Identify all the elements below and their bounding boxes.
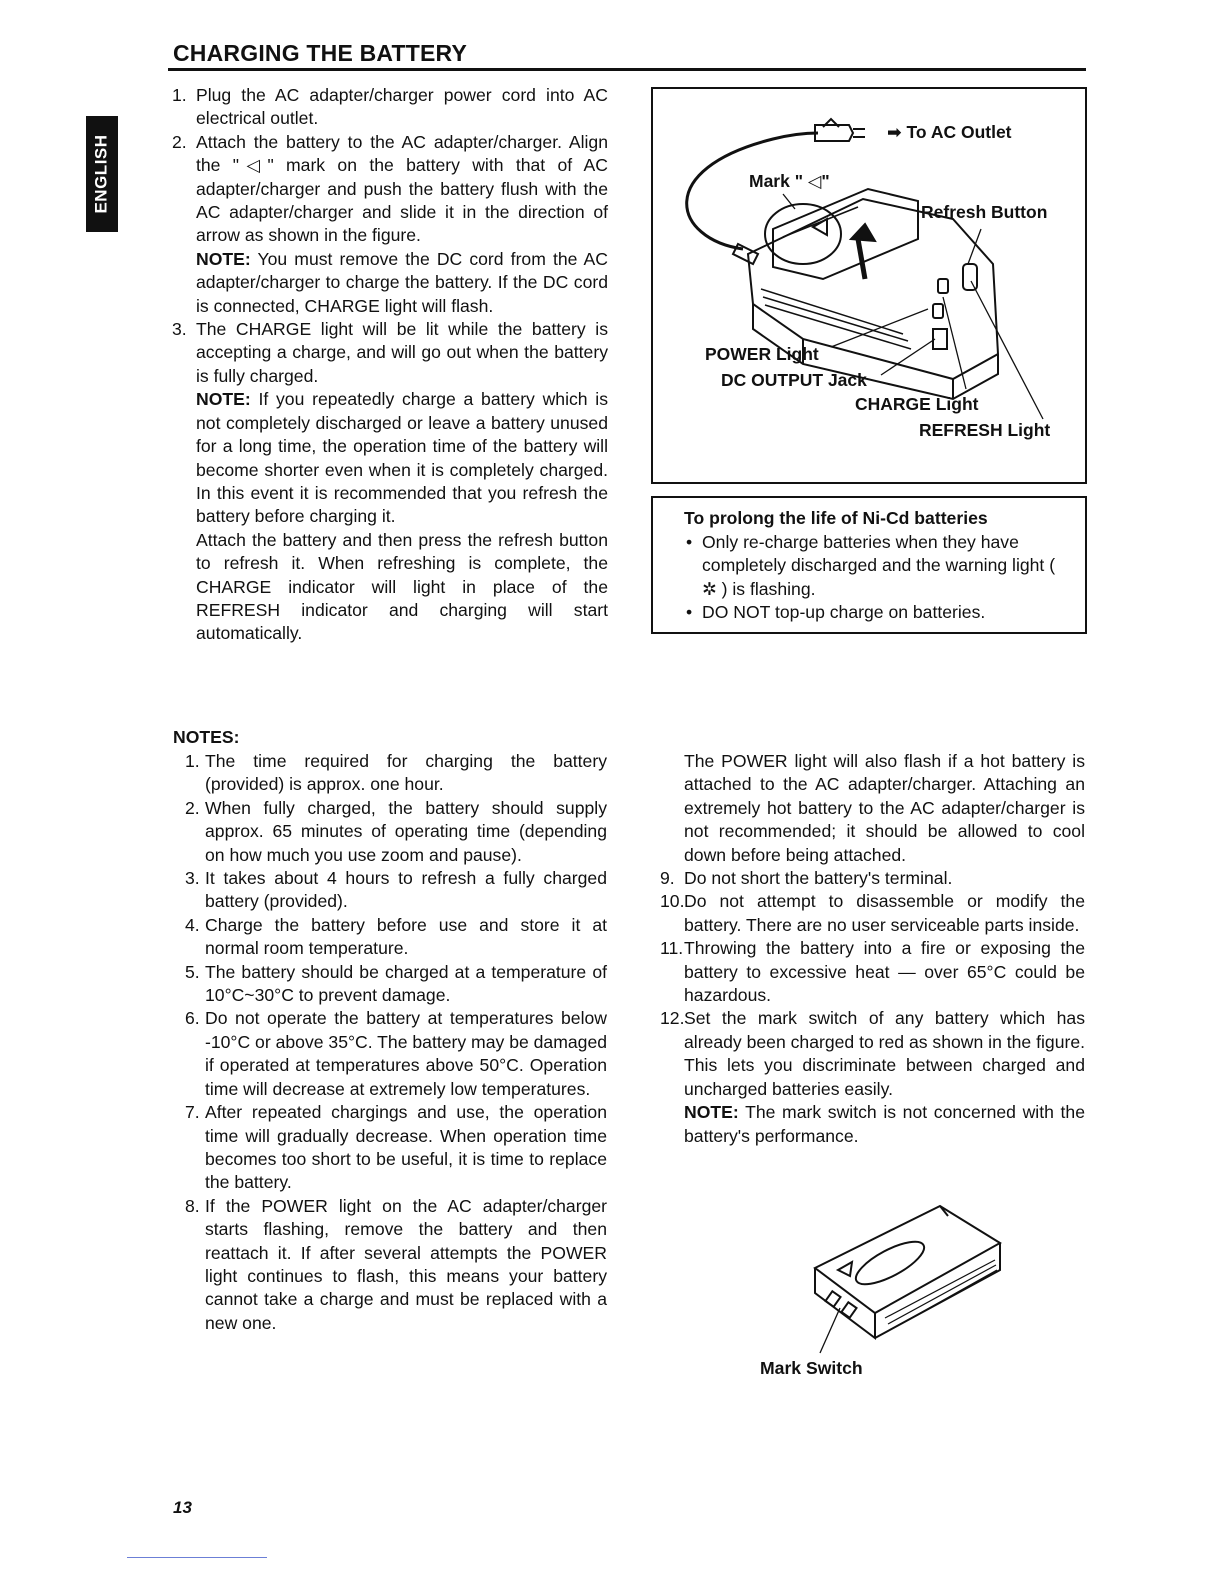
note-text: If the POWER light on the AC adapter/charger starts flashing, remove the battery and then reattach it. If after several attempts the POWER light continues to flash, this means your battery cannot take a charge and must be replaced with a new one. [205, 1195, 607, 1333]
note-text: After repeated chargings and use, the operation time will gradually decrease. When operation time becomes too short to be useful, it is time to replace the battery. [205, 1102, 607, 1193]
tip-list [684, 531, 1069, 625]
bottom-rule [127, 1557, 267, 1558]
note-item [185, 750, 607, 797]
note-item [185, 914, 607, 961]
to-ac-outlet-label: ➡ To AC Outlet [887, 122, 1012, 142]
note-label: NOTE: [684, 1102, 739, 1123]
note-item [660, 867, 1085, 890]
note-label: NOTE: [196, 248, 251, 269]
note-text: Do not short the battery's terminal. [684, 868, 953, 889]
note-text: The battery should be charged at a temperature of 10°C~30°C to prevent damage. [205, 961, 607, 1006]
tip-item [684, 601, 1069, 624]
note-item [185, 797, 607, 867]
note-text: The mark switch is not concerned with the battery's performance. [684, 1102, 1085, 1146]
note-item [185, 961, 607, 1008]
note-text: If you repeatedly charge a battery which is not completely discharged or leave a battery unused for a long time, the operation time of the battery will become shorter even when it is completely charged. In this event it is recommended that you refresh the battery before charging it. [196, 389, 609, 527]
battery-tip-box [651, 496, 1087, 634]
note-text: It takes about 4 hours to refresh a fully charged battery (provided). [205, 868, 607, 912]
note-number: 4. [185, 914, 200, 935]
note-item [185, 867, 607, 914]
note-text: Set the mark switch of any battery which has already been charged to red as shown in the figure. This lets you discriminate between charged and uncharged batteries easily. [684, 1008, 1086, 1099]
step-item [172, 84, 608, 131]
note-item [185, 1101, 607, 1195]
note-text: Charge the battery before use and store it at normal room temperature. [205, 914, 607, 959]
tip-text: Only re-charge batteries when they have completely discharged and the warning light ( ✲ ) is flashing. [702, 532, 1056, 599]
step-text: The CHARGE light will be lit while the battery is accepting a charge, and will go out when the battery is fully charged. [196, 319, 608, 386]
note-item [185, 1195, 607, 1335]
charging-steps [172, 84, 608, 646]
note-text: Do not attempt to disassemble or modify the battery. There are no user serviceable parts inside. [684, 891, 1085, 935]
mark-label-text: Mark " ◁" [749, 171, 830, 191]
step-text: Attach the battery to the AC adapter/charger. Align the "◁" mark on the battery with that of AC adapter/charger and push the battery flush with the AC adapter/charger and slide it in the direction of arrow as shown in the figure. [196, 131, 608, 246]
note-number: 3. [185, 868, 200, 889]
refresh-light-label: REFRESH Light [919, 420, 1051, 440]
step-number: 3. [172, 319, 187, 340]
note-item [660, 1007, 1085, 1147]
title-rule [168, 68, 1086, 71]
tip-text: DO NOT top-up charge on batteries. [702, 602, 986, 623]
mark-label [749, 171, 830, 192]
step-text: Plug the AC adapter/charger power cord into AC electrical outlet. [196, 85, 608, 129]
note-number: 7. [185, 1102, 200, 1123]
note-continuation [660, 750, 1085, 867]
note-text: When fully charged, the battery should supply approx. 65 minutes of operating time (depending on how much you use zoom and pause). [205, 797, 607, 865]
power-light-label: POWER Light [705, 344, 819, 364]
note-number: 1. [185, 751, 200, 771]
notes-list-left [185, 750, 607, 1335]
note-number: 6. [185, 1008, 200, 1029]
note-number: 9. [660, 868, 675, 889]
charger-figure [651, 87, 1087, 484]
step-number: 1. [172, 85, 187, 105]
note-text: The POWER light will also flash if a hot battery is attached to the AC adapter/charger. Attaching an extremely hot battery to the AC adapter/charger is not recommended; it should be allowed to cool down before being attached. [684, 751, 1085, 865]
note-number: 11. [660, 938, 684, 959]
mark-switch-battery-illustration [800, 1198, 1010, 1358]
note-item [185, 1007, 607, 1101]
language-tab [86, 116, 118, 232]
note-text: Do not operate the battery at temperatures below -10°C or above 35°C. The battery may be damaged if operated at temperatures above 50°C. Operation time will decrease at extremely low temperatures. [205, 1008, 608, 1099]
tip-item [684, 531, 1069, 601]
step-item [172, 318, 608, 646]
bullet-icon: • [686, 602, 693, 623]
note-number: 2. [185, 797, 200, 818]
tip-title: To prolong the life of Ni-Cd batteries [684, 508, 988, 528]
step-number: 2. [172, 131, 187, 152]
note-text: You must remove the DC cord from the AC adapter/charger to charge the battery. If the DC cord is connected, CHARGE light will flash. [196, 248, 608, 316]
language-tab-label: ENGLISH [92, 134, 111, 214]
note-item [660, 937, 1085, 1007]
charge-light-label: CHARGE Light [855, 394, 979, 414]
note-number: 5. [185, 961, 200, 982]
bullet-icon: • [686, 532, 693, 552]
page-number: 13 [173, 1498, 192, 1517]
note-item [660, 890, 1085, 937]
mark-switch-label: Mark Switch [760, 1358, 863, 1378]
note-number: 8. [185, 1195, 200, 1216]
note-text: The time required for charging the battery (provided) is approx. one hour. [205, 751, 607, 795]
step-extra-text: Attach the battery and then press the refresh button to refresh it. When refreshing is complete, the CHARGE indicator will light in place of the REFRESH indicator and charging will start automatically. [196, 529, 608, 644]
page-title: CHARGING THE BATTERY [173, 40, 468, 66]
notes-list-right [660, 750, 1085, 1148]
note-text: Throwing the battery into a fire or exposing the battery to excessive heat — over 65°C could be hazardous. [684, 938, 1085, 1006]
note-number: 12. [660, 1008, 685, 1029]
dc-output-jack-label: DC OUTPUT Jack [721, 370, 867, 390]
step-item [172, 131, 608, 318]
note-number: 10. [660, 891, 685, 912]
refresh-button-label: Refresh Button [921, 202, 1048, 222]
note-label: NOTE: [196, 389, 251, 410]
notes-heading: NOTES: [173, 727, 240, 747]
